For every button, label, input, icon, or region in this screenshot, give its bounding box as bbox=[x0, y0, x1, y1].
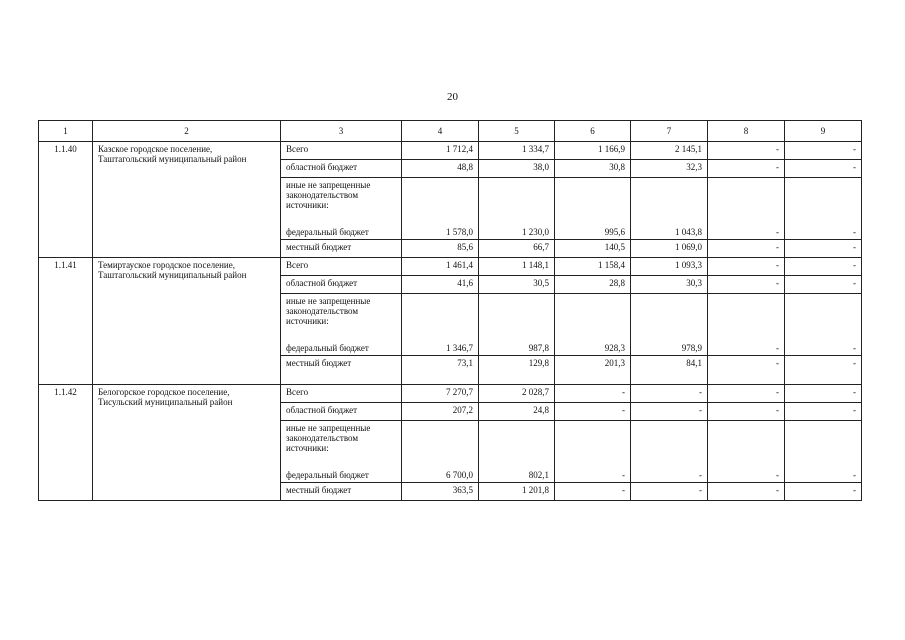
value-cell: - bbox=[785, 385, 862, 403]
value-cell: 6 700,0 bbox=[402, 421, 479, 483]
value-cell: - bbox=[785, 178, 862, 240]
value-cell: 41,6 bbox=[402, 276, 479, 294]
funding-source-label: областной бюджет bbox=[281, 276, 402, 294]
settlement-name-line: Тисульский муниципальный район bbox=[98, 397, 233, 407]
value-cell: 1 578,0 bbox=[402, 178, 479, 240]
funding-source-label bbox=[281, 421, 402, 483]
value-cell: - bbox=[631, 385, 708, 403]
value-cell: 24,8 bbox=[479, 403, 555, 421]
value-cell: - bbox=[708, 385, 785, 403]
settlement-name-line: Темиртауское городское поселение, bbox=[98, 260, 235, 270]
settlement-name bbox=[93, 142, 281, 258]
header-cell: 6 bbox=[555, 121, 631, 142]
funding-source-label: Всего bbox=[281, 258, 402, 276]
settlement-name-line: Казское городское поселение, bbox=[98, 144, 213, 154]
header-row bbox=[39, 121, 862, 142]
value-cell: - bbox=[708, 142, 785, 160]
value-cell: 1 148,1 bbox=[479, 258, 555, 276]
table-row bbox=[39, 258, 862, 276]
value-cell: 363,5 bbox=[402, 483, 479, 501]
value-cell: 30,3 bbox=[631, 276, 708, 294]
spacer bbox=[286, 326, 396, 343]
value-cell: - bbox=[785, 160, 862, 178]
value-cell: 2 145,1 bbox=[631, 142, 708, 160]
value-cell: 73,1 bbox=[402, 356, 479, 385]
value-cell: 85,6 bbox=[402, 240, 479, 258]
funding-source-line: источники: bbox=[286, 200, 329, 210]
value-cell: 84,1 bbox=[631, 356, 708, 385]
value-cell: 207,2 bbox=[402, 403, 479, 421]
funding-source-label bbox=[281, 294, 402, 356]
value-cell: - bbox=[708, 403, 785, 421]
value-cell: 802,1 bbox=[479, 421, 555, 483]
value-cell: - bbox=[631, 483, 708, 501]
value-cell: 32,3 bbox=[631, 160, 708, 178]
settlement-name-line: Таштагольский муниципальный район bbox=[98, 154, 247, 164]
header-cell: 5 bbox=[479, 121, 555, 142]
value-cell: - bbox=[708, 294, 785, 356]
budget-table bbox=[38, 120, 862, 501]
value-cell: 1 461,4 bbox=[402, 258, 479, 276]
settlement-name-line: Таштагольский муниципальный район bbox=[98, 270, 247, 280]
settlement-name bbox=[93, 385, 281, 501]
page-number: 20 bbox=[447, 91, 458, 103]
row-code: 1.1.40 bbox=[39, 142, 93, 258]
value-cell: 1 712,4 bbox=[402, 142, 479, 160]
funding-source-line: иные не запрещенные bbox=[286, 180, 371, 190]
value-cell: 30,8 bbox=[555, 160, 631, 178]
funding-source-label: областной бюджет bbox=[281, 160, 402, 178]
value-cell: - bbox=[708, 483, 785, 501]
funding-source-label: местный бюджет bbox=[281, 483, 402, 501]
value-cell: - bbox=[708, 421, 785, 483]
value-cell: 1 166,9 bbox=[555, 142, 631, 160]
funding-source-line: источники: bbox=[286, 443, 329, 453]
value-cell: - bbox=[555, 385, 631, 403]
funding-source-line: законодательством bbox=[286, 306, 359, 316]
value-cell: 1 334,7 bbox=[479, 142, 555, 160]
funding-source-line: иные не запрещенные bbox=[286, 423, 371, 433]
value-cell: - bbox=[631, 421, 708, 483]
value-cell: - bbox=[785, 403, 862, 421]
funding-source-line: законодательством bbox=[286, 190, 359, 200]
value-cell: 1 230,0 bbox=[479, 178, 555, 240]
funding-source-line: федеральный бюджет bbox=[286, 227, 369, 237]
value-cell: 1 069,0 bbox=[631, 240, 708, 258]
funding-source-line: федеральный бюджет bbox=[286, 470, 369, 480]
funding-source-label: местный бюджет bbox=[281, 356, 402, 385]
value-cell: 1 093,3 bbox=[631, 258, 708, 276]
value-cell: - bbox=[555, 421, 631, 483]
row-code: 1.1.41 bbox=[39, 258, 93, 385]
value-cell: 978,9 bbox=[631, 294, 708, 356]
funding-source-line: федеральный бюджет bbox=[286, 343, 369, 353]
value-cell: 30,5 bbox=[479, 276, 555, 294]
header-cell: 3 bbox=[281, 121, 402, 142]
spacer bbox=[286, 453, 396, 470]
header-cell: 7 bbox=[631, 121, 708, 142]
settlement-name-line: Белогорское городское поселение, bbox=[98, 387, 230, 397]
table-row bbox=[39, 142, 862, 160]
funding-source-label bbox=[281, 178, 402, 240]
value-cell: - bbox=[631, 403, 708, 421]
funding-source-line: законодательством bbox=[286, 433, 359, 443]
value-cell: - bbox=[785, 483, 862, 501]
value-cell: 995,6 bbox=[555, 178, 631, 240]
value-cell: 48,8 bbox=[402, 160, 479, 178]
value-cell: 1 201,8 bbox=[479, 483, 555, 501]
value-cell: - bbox=[708, 356, 785, 385]
header-cell: 4 bbox=[402, 121, 479, 142]
header-cell: 9 bbox=[785, 121, 862, 142]
value-cell: - bbox=[785, 142, 862, 160]
value-cell: 140,5 bbox=[555, 240, 631, 258]
spacer bbox=[286, 210, 396, 227]
value-cell: - bbox=[708, 276, 785, 294]
value-cell: 129,8 bbox=[479, 356, 555, 385]
table-row bbox=[39, 385, 862, 403]
funding-source-line: иные не запрещенные bbox=[286, 296, 371, 306]
value-cell: - bbox=[708, 178, 785, 240]
value-cell: - bbox=[785, 356, 862, 385]
value-cell: 2 028,7 bbox=[479, 385, 555, 403]
value-cell: 1 043,8 bbox=[631, 178, 708, 240]
value-cell: - bbox=[555, 483, 631, 501]
settlement-name bbox=[93, 258, 281, 385]
row-code: 1.1.42 bbox=[39, 385, 93, 501]
value-cell: - bbox=[708, 258, 785, 276]
value-cell: - bbox=[785, 258, 862, 276]
header-cell: 1 bbox=[39, 121, 93, 142]
value-cell: - bbox=[555, 403, 631, 421]
value-cell: 66,7 bbox=[479, 240, 555, 258]
funding-source-label: областной бюджет bbox=[281, 403, 402, 421]
header-cell: 8 bbox=[708, 121, 785, 142]
value-cell: 7 270,7 bbox=[402, 385, 479, 403]
value-cell: 201,3 bbox=[555, 356, 631, 385]
value-cell: 928,3 bbox=[555, 294, 631, 356]
value-cell: - bbox=[785, 421, 862, 483]
value-cell: 28,8 bbox=[555, 276, 631, 294]
value-cell: 987,8 bbox=[479, 294, 555, 356]
funding-source-label: Всего bbox=[281, 385, 402, 403]
header-cell: 2 bbox=[93, 121, 281, 142]
funding-source-line: источники: bbox=[286, 316, 329, 326]
value-cell: - bbox=[785, 294, 862, 356]
value-cell: 1 158,4 bbox=[555, 258, 631, 276]
value-cell: - bbox=[785, 276, 862, 294]
value-cell: - bbox=[708, 160, 785, 178]
value-cell: 38,0 bbox=[479, 160, 555, 178]
value-cell: - bbox=[785, 240, 862, 258]
value-cell: 1 346,7 bbox=[402, 294, 479, 356]
value-cell: - bbox=[708, 240, 785, 258]
funding-source-label: Всего bbox=[281, 142, 402, 160]
funding-source-label: местный бюджет bbox=[281, 240, 402, 258]
